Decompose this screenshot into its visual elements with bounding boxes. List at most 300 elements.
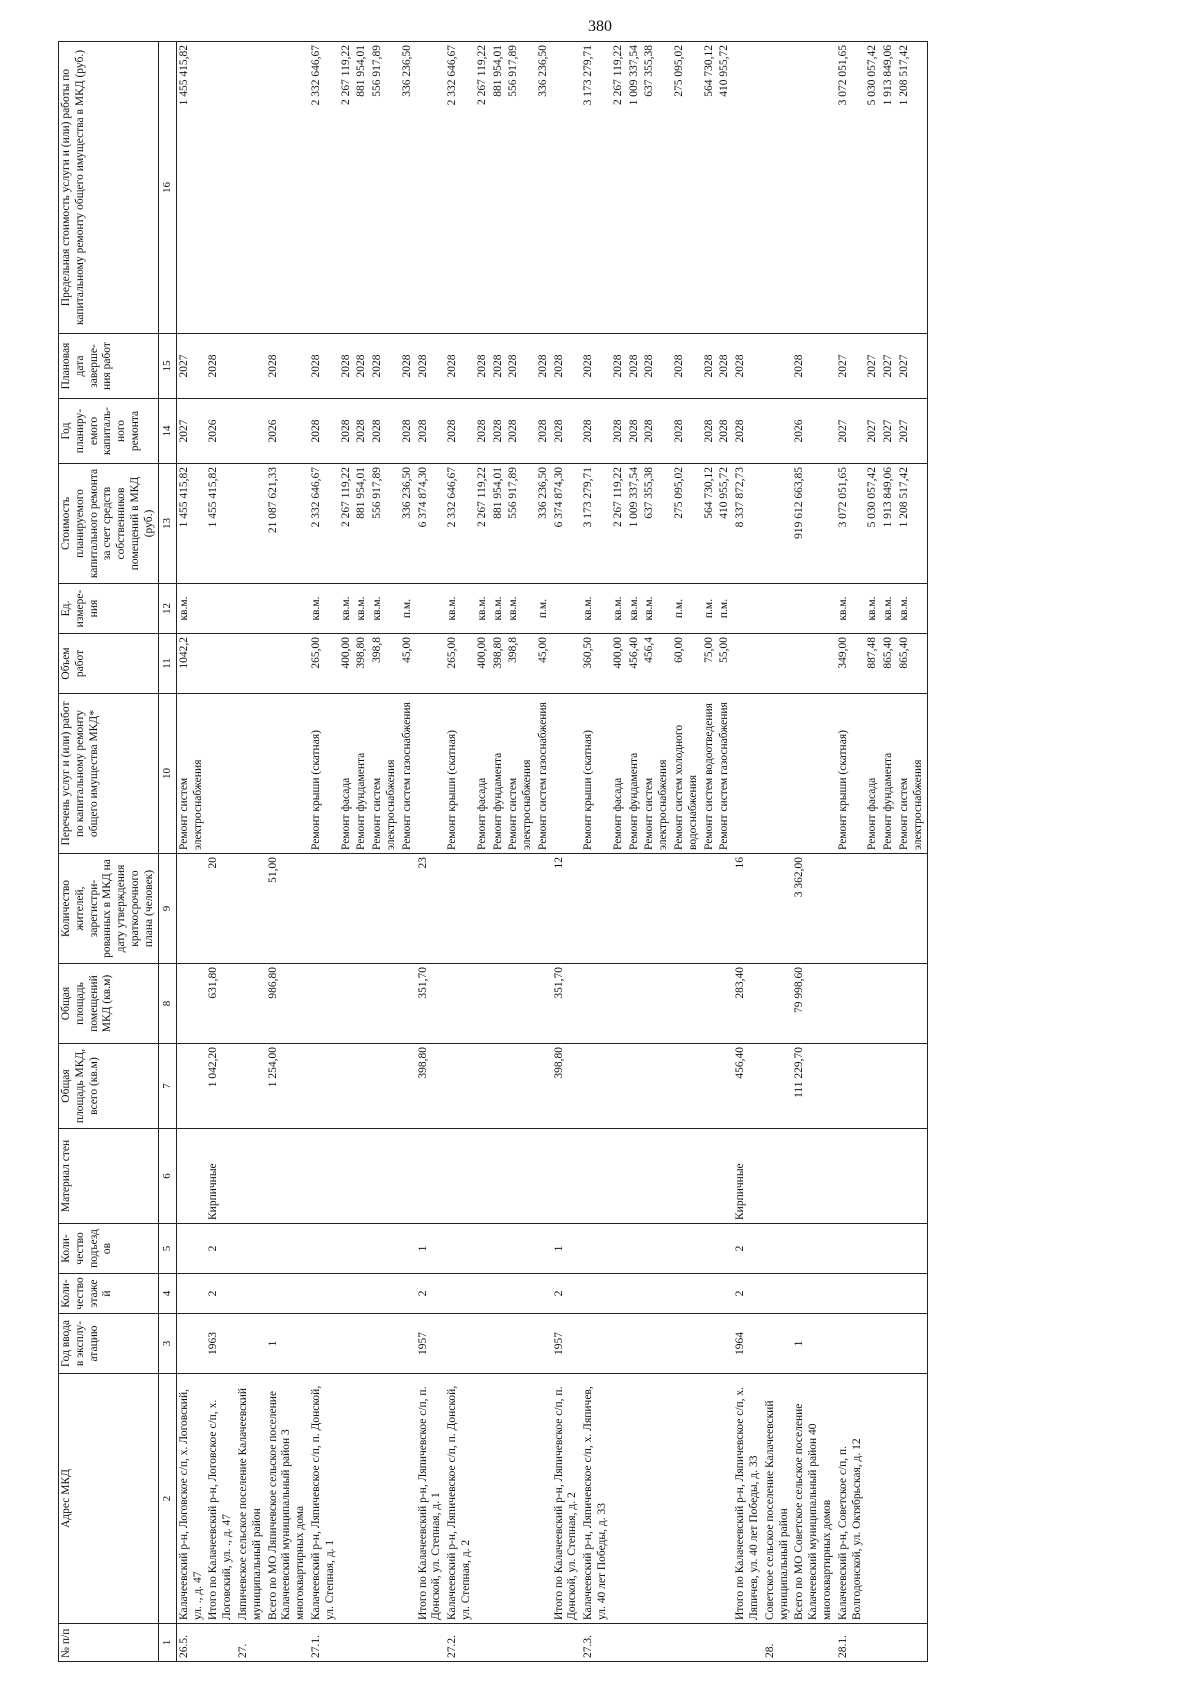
table-cell: 2028: [445, 334, 475, 399]
table-cell: [206, 634, 236, 694]
table-cell: [897, 1274, 927, 1314]
table-cell: 20: [206, 854, 236, 964]
table-row: [702, 42, 718, 1662]
table-cell: [475, 1314, 491, 1374]
table-cell: [445, 854, 475, 964]
table-cell: Ремонт систем холодного водоснабжения: [672, 694, 702, 854]
table-cell: 400,00: [475, 634, 491, 694]
table-cell: Ремонт фундамента: [491, 694, 507, 854]
table-cell: 2028: [506, 399, 536, 464]
table-cell: [400, 1224, 416, 1274]
table-cell: [672, 854, 702, 964]
table-cell: [536, 964, 552, 1044]
table-cell: [897, 854, 927, 964]
table-cell: [309, 1129, 339, 1224]
table-cell: [400, 964, 416, 1044]
table-cell: [176, 1044, 206, 1129]
table-cell: 398,80: [354, 634, 370, 694]
table-cell: кв.м.: [865, 584, 881, 634]
table-cell: [702, 1314, 718, 1374]
table-cell: [792, 694, 835, 854]
table-cell: [400, 1044, 416, 1129]
table-cell: 398,80: [491, 634, 507, 694]
table-cell: 2 332 646,67: [445, 464, 475, 584]
table-cell: [581, 1314, 611, 1374]
table-cell: [763, 584, 793, 634]
table-cell: [865, 1274, 881, 1314]
table-cell: 2: [733, 1224, 763, 1274]
table-cell: [627, 1314, 643, 1374]
table-cell: 1 009 337,54: [627, 42, 643, 334]
table-cell: [339, 1314, 355, 1374]
table-row: [339, 42, 355, 1662]
table-cell: [475, 1044, 491, 1129]
table-cell: Калачеевский р-н, Советское с/п, п. Волгодонской, ул. Октябрьская, д. 12: [836, 1374, 866, 1624]
table-cell: 456,40: [733, 1044, 763, 1129]
table-cell: 2027: [897, 334, 927, 399]
table-cell: 919 612 663,85: [792, 464, 835, 584]
table-cell: Ремонт фундамента: [354, 694, 370, 854]
table-cell: 2028: [416, 399, 446, 464]
table-cell: 1 254,00: [266, 1044, 309, 1129]
table-cell: 2 267 119,22: [475, 42, 491, 334]
table-cell: 2026: [206, 399, 236, 464]
table-cell: 1957: [416, 1314, 446, 1374]
table-cell: [236, 964, 266, 1044]
table-cell: кв.м.: [881, 584, 897, 634]
table-cell: [702, 1129, 718, 1224]
table-cell: [266, 1274, 309, 1314]
table-cell: [266, 1129, 309, 1224]
table-cell: 2028: [266, 334, 309, 399]
column-number: 7: [158, 1044, 176, 1129]
table-cell: Калачеевский р-н, Ляпичевское с/п, п. Донской, ул. Степная, д. 1: [309, 1374, 339, 1624]
column-number-row: [158, 42, 176, 1662]
table-cell: 2 332 646,67: [309, 42, 339, 334]
table-cell: [236, 334, 266, 399]
table-cell: 1 208 517,42: [897, 464, 927, 584]
table-cell: [763, 1314, 793, 1374]
table-cell: 1957: [552, 1314, 582, 1374]
table-cell: [611, 964, 627, 1044]
table-cell: п.м.: [400, 584, 416, 634]
table-cell: [717, 1129, 733, 1224]
rotated-table-container: [58, 42, 1148, 1662]
table-cell: [865, 964, 881, 1044]
table-cell: [881, 1274, 897, 1314]
table-cell: 3 072 051,65: [836, 42, 866, 334]
table-cell: Ремонт фундамента: [881, 694, 897, 854]
table-cell: 26.5.: [176, 1624, 206, 1662]
column-header: № п/п: [59, 1624, 159, 1662]
table-cell: [581, 1274, 611, 1314]
table-cell: [206, 584, 236, 634]
table-cell: 28.1.: [836, 1624, 866, 1662]
table-cell: 2028: [702, 334, 718, 399]
table-cell: 6 374 874,30: [552, 464, 582, 584]
table-cell: [717, 964, 733, 1044]
table-cell: Ремонт систем электроснабжения: [642, 694, 672, 854]
table-cell: [536, 1624, 552, 1662]
table-cell: [865, 1044, 881, 1129]
table-cell: [475, 1129, 491, 1224]
table-cell: 6 374 874,30: [416, 464, 446, 584]
table-cell: [642, 854, 672, 964]
table-cell: [717, 1274, 733, 1314]
table-cell: 1 455 415,82: [206, 464, 236, 584]
table-cell: [236, 1224, 266, 1274]
table-cell: [897, 1044, 927, 1129]
table-cell: [236, 399, 266, 464]
column-header: Перечень услуг и (или) работ по капитальному ремонту общего имущества МКД*: [59, 694, 159, 854]
table-cell: 2 267 119,22: [611, 464, 627, 584]
table-cell: [865, 1129, 881, 1224]
table-cell: [236, 1274, 266, 1314]
table-cell: 2028: [702, 399, 718, 464]
table-cell: 1 042,20: [206, 1044, 236, 1129]
table-cell: [339, 1374, 355, 1624]
column-number: 12: [158, 584, 176, 634]
table-cell: [236, 42, 266, 334]
table-cell: [536, 1314, 552, 1374]
table-cell: п.м.: [717, 584, 733, 634]
table-cell: [627, 1374, 643, 1624]
table-cell: 2028: [309, 399, 339, 464]
table-row: [836, 42, 866, 1662]
table-cell: 16: [733, 854, 763, 964]
column-header: Общая площадь помещений МКД (кв.м): [59, 964, 159, 1044]
table-cell: 398,80: [416, 1044, 446, 1129]
table-cell: [717, 1624, 733, 1662]
table-cell: [266, 42, 309, 334]
table-cell: 360,50: [581, 634, 611, 694]
page-number: 380: [588, 18, 612, 35]
table-cell: 456,4: [642, 634, 672, 694]
table-cell: п.м.: [702, 584, 718, 634]
table-cell: [416, 1624, 446, 1662]
table-cell: Всего по МО Советское сельское поселение Калачеевский муниципальный район 40 многоквартирных домов: [792, 1374, 835, 1624]
table-cell: 5 030 057,42: [865, 464, 881, 584]
table-cell: [702, 1374, 718, 1624]
table-row: [642, 42, 672, 1662]
table-cell: Ляпичевское сельское поселение Калачеевский муниципальный район: [236, 1374, 266, 1624]
table-cell: [611, 854, 627, 964]
table-cell: [339, 854, 355, 964]
table-row: [309, 42, 339, 1662]
column-header: Предельная стоимость услуги и (или) работы по капитальному ремонту общего имущества в МКД (руб.): [59, 42, 159, 334]
column-header: Плановая дата заверше-ния работ: [59, 334, 159, 399]
table-cell: [445, 1129, 475, 1224]
table-cell: [552, 694, 582, 854]
table-cell: [536, 1129, 552, 1224]
table-cell: [506, 1274, 536, 1314]
table-cell: [733, 634, 763, 694]
table-cell: [717, 854, 733, 964]
table-cell: кв.м.: [627, 584, 643, 634]
table-cell: [266, 634, 309, 694]
table-cell: [506, 1044, 536, 1129]
table-cell: 637 355,38: [642, 42, 672, 334]
column-number: 10: [158, 694, 176, 854]
table-cell: 351,70: [552, 964, 582, 1044]
table-cell: [865, 1314, 881, 1374]
table-cell: 2028: [491, 334, 507, 399]
table-cell: [536, 1274, 552, 1314]
table-cell: 881 954,01: [354, 42, 370, 334]
table-cell: 865,40: [881, 634, 897, 694]
table-cell: [792, 1224, 835, 1274]
table-cell: [552, 1129, 582, 1224]
table-cell: [491, 964, 507, 1044]
table-cell: [370, 854, 400, 964]
table-cell: Ремонт фасада: [865, 694, 881, 854]
table-cell: Итого по Калачеевский р-н, Ляпичевское с/п, п. Донской, ул. Степная, д. 1: [416, 1374, 446, 1624]
table-cell: 336 236,50: [400, 464, 416, 584]
table-cell: [763, 854, 793, 964]
table-cell: п.м.: [672, 584, 702, 634]
table-cell: Калачеевский р-н, Ляпичевское с/п, п. Донской, ул. Степная, д. 2: [445, 1374, 475, 1624]
table-cell: [581, 964, 611, 1044]
table-cell: 2028: [416, 334, 446, 399]
table-cell: 51,00: [266, 854, 309, 964]
table-cell: [491, 1129, 507, 1224]
table-cell: [642, 1314, 672, 1374]
table-cell: [881, 854, 897, 964]
table-cell: кв.м.: [176, 584, 206, 634]
header-row: [59, 42, 159, 1662]
table-cell: [370, 1224, 400, 1274]
table-cell: 1: [552, 1224, 582, 1274]
table-cell: [581, 1129, 611, 1224]
table-cell: [370, 1374, 400, 1624]
table-row: [611, 42, 627, 1662]
column-number: 1: [158, 1624, 176, 1662]
table-cell: 881 954,01: [354, 464, 370, 584]
column-header: Год планиру-емого капиталь-ного ремонта: [59, 399, 159, 464]
table-cell: кв.м.: [836, 584, 866, 634]
table-cell: [206, 42, 236, 334]
table-cell: [792, 584, 835, 634]
table-row: [581, 42, 611, 1662]
table-cell: 55,00: [717, 634, 733, 694]
table-cell: [506, 964, 536, 1044]
table-cell: [836, 964, 866, 1044]
table-cell: кв.м.: [581, 584, 611, 634]
table-cell: [354, 1274, 370, 1314]
table-cell: [672, 1129, 702, 1224]
table-cell: [506, 1374, 536, 1624]
table-cell: [733, 584, 763, 634]
table-cell: 1: [416, 1224, 446, 1274]
column-number: 5: [158, 1224, 176, 1274]
table-cell: 3 173 279,71: [581, 464, 611, 584]
table-cell: [627, 1044, 643, 1129]
table-cell: 2027: [836, 334, 866, 399]
table-cell: [865, 1624, 881, 1662]
table-cell: 556 917,89: [506, 42, 536, 334]
table-cell: [865, 854, 881, 964]
table-cell: 881 954,01: [491, 42, 507, 334]
table-cell: [354, 1224, 370, 1274]
table-cell: [236, 694, 266, 854]
table-cell: кв.м.: [611, 584, 627, 634]
table-cell: [445, 1274, 475, 1314]
table-cell: [836, 1129, 866, 1224]
table-cell: 27.1.: [309, 1624, 339, 1662]
table-cell: [266, 584, 309, 634]
table-cell: 2028: [733, 334, 763, 399]
table-cell: 2028: [627, 399, 643, 464]
table-cell: Ремонт крыши (скатная): [836, 694, 866, 854]
table-row: [763, 42, 793, 1662]
table-cell: [627, 964, 643, 1044]
table-row: [354, 42, 370, 1662]
table-cell: [400, 854, 416, 964]
table-cell: 2028: [552, 399, 582, 464]
table-cell: 275 095,02: [672, 42, 702, 334]
table-cell: Итого по Калачеевский р-н, Ляпичевское с/п, п. Донской, ул. Степная, д. 2: [552, 1374, 582, 1624]
table-cell: [581, 854, 611, 964]
table-cell: 398,80: [552, 1044, 582, 1129]
table-cell: 2028: [491, 399, 507, 464]
table-cell: Ремонт систем электроснабжения: [176, 694, 206, 854]
table-cell: [176, 1129, 206, 1224]
table-cell: [475, 1224, 491, 1274]
table-cell: [206, 694, 236, 854]
table-cell: [416, 42, 446, 334]
table-cell: 2028: [672, 399, 702, 464]
table-cell: 1 208 517,42: [897, 42, 927, 334]
table-cell: [354, 854, 370, 964]
table-cell: [416, 584, 446, 634]
table-cell: [792, 1274, 835, 1314]
column-number: 15: [158, 334, 176, 399]
table-cell: 28.: [763, 1624, 793, 1662]
table-cell: 2 267 119,22: [339, 42, 355, 334]
table-cell: [881, 1224, 897, 1274]
table-cell: 5 030 057,42: [865, 42, 881, 334]
table-cell: [506, 1314, 536, 1374]
table-cell: [536, 1374, 552, 1624]
table-cell: 2028: [354, 399, 370, 464]
table-cell: [370, 964, 400, 1044]
table-cell: [339, 1224, 355, 1274]
table-cell: [339, 1129, 355, 1224]
table-cell: [416, 1129, 446, 1224]
table-cell: 2026: [792, 399, 835, 464]
table-cell: [445, 1224, 475, 1274]
table-cell: 2028: [370, 334, 400, 399]
table-cell: Ремонт крыши (скатная): [309, 694, 339, 854]
table-cell: [881, 1624, 897, 1662]
table-cell: [881, 1129, 897, 1224]
table-cell: 60,00: [672, 634, 702, 694]
table-cell: [506, 854, 536, 964]
table-cell: 2028: [581, 399, 611, 464]
table-row: [627, 42, 643, 1662]
table-cell: 21 087 621,33: [266, 464, 309, 584]
column-number: 9: [158, 854, 176, 964]
table-cell: [354, 1624, 370, 1662]
table-cell: 2028: [627, 334, 643, 399]
table-cell: [611, 1224, 627, 1274]
table-cell: [552, 1624, 582, 1662]
table-cell: 556 917,89: [506, 464, 536, 584]
table-cell: 3 362,00: [792, 854, 835, 964]
table-cell: [763, 42, 793, 334]
table-cell: кв.м.: [491, 584, 507, 634]
column-header: Коли-чество подъездов: [59, 1224, 159, 1274]
table-cell: [897, 1374, 927, 1624]
table-cell: 79 998,60: [792, 964, 835, 1044]
table-cell: [642, 1044, 672, 1129]
table-cell: кв.м.: [506, 584, 536, 634]
table-cell: 2028: [445, 399, 475, 464]
table-cell: [627, 1274, 643, 1314]
table-cell: [717, 1044, 733, 1129]
table-cell: 637 355,38: [642, 464, 672, 584]
table-cell: 986,80: [266, 964, 309, 1044]
table-cell: [672, 1224, 702, 1274]
table-cell: Ремонт фундамента: [627, 694, 643, 854]
column-number: 3: [158, 1314, 176, 1374]
table-cell: [627, 1224, 643, 1274]
table-cell: 2026: [266, 399, 309, 464]
table-cell: 2028: [339, 334, 355, 399]
table-cell: 3 173 279,71: [581, 42, 611, 334]
table-cell: п.м.: [536, 584, 552, 634]
column-number: 13: [158, 464, 176, 584]
table-row: [491, 42, 507, 1662]
table-cell: [236, 464, 266, 584]
table-cell: 2028: [206, 334, 236, 399]
table-cell: [475, 854, 491, 964]
table-cell: [309, 964, 339, 1044]
table-row: [881, 42, 897, 1662]
table-cell: [611, 1129, 627, 1224]
table-cell: [445, 964, 475, 1044]
table-cell: [354, 1314, 370, 1374]
table-cell: 410 955,72: [717, 42, 733, 334]
table-cell: Итого по Калачеевский р-н, Логовское с/п, х. Логовский, ул. ., д. 47: [206, 1374, 236, 1624]
table-cell: [672, 1624, 702, 1662]
table-cell: 75,00: [702, 634, 718, 694]
table-cell: [176, 1314, 206, 1374]
table-cell: кв.м.: [642, 584, 672, 634]
table-cell: 1 913 849,06: [881, 464, 897, 584]
table-cell: 2027: [865, 334, 881, 399]
table-cell: [266, 694, 309, 854]
table-cell: [236, 854, 266, 964]
table-cell: 27.2.: [445, 1624, 475, 1662]
table-cell: [733, 1624, 763, 1662]
table-row: [506, 42, 536, 1662]
table-cell: [176, 964, 206, 1044]
column-number: 11: [158, 634, 176, 694]
table-cell: 2028: [717, 399, 733, 464]
table-cell: [536, 854, 552, 964]
table-cell: 336 236,50: [536, 42, 552, 334]
table-cell: [506, 1624, 536, 1662]
table-cell: Кирпичные: [733, 1129, 763, 1224]
table-cell: 2027: [881, 399, 897, 464]
table-cell: [897, 1314, 927, 1374]
table-cell: 1: [792, 1314, 835, 1374]
table-cell: [881, 1044, 897, 1129]
table-cell: 2028: [475, 334, 491, 399]
table-cell: [176, 1224, 206, 1274]
table-cell: [354, 1129, 370, 1224]
